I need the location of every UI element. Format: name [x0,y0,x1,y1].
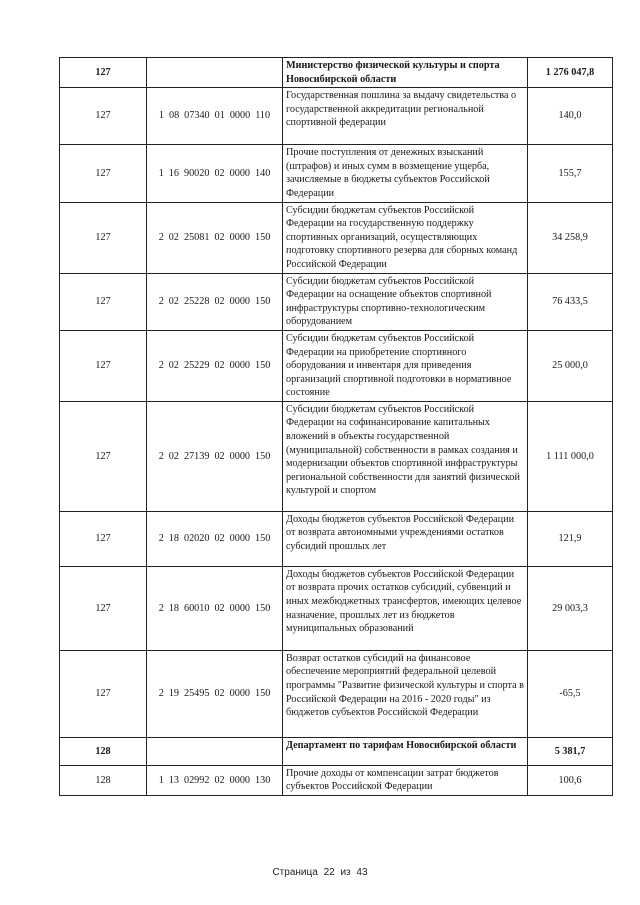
admin-code-cell: 127 [60,650,147,737]
budget-code-part: 02 [214,774,225,786]
budget-code-part: 0000 [229,295,251,307]
budget-code-cell [147,765,283,795]
table-row [60,330,613,401]
budget-code-part: 02 [168,450,179,462]
budget-code-part: 02 [168,231,179,243]
revenue-name-cell: Министерство физической культуры и спорта Новосибирской области [283,58,528,88]
budget-code-part: 1 [158,774,164,786]
amount-cell: 140,0 [528,88,613,145]
admin-code-cell: 127 [60,145,147,202]
budget-code-part: 0000 [229,533,251,545]
budget-code-cell [147,145,283,202]
budget-code-part: 27139 [183,450,210,462]
budget-code-part: 0000 [229,231,251,243]
budget-code-part: 25495 [183,688,210,700]
budget-code-cell [147,202,283,273]
budget-code-part: 02 [168,360,179,372]
budget-code-part: 150 [255,688,271,700]
budget-code-part: 0000 [229,602,251,614]
table-row [60,511,613,566]
amount-cell: 29 003,3 [528,566,613,650]
table-row [60,145,613,202]
admin-code-cell: 127 [60,273,147,330]
budget-code-part: 2 [158,360,164,372]
budget-code-part: 90020 [183,167,210,179]
amount-cell: 1 276 047,8 [528,58,613,88]
budget-code-part: 2 [158,688,164,700]
table-row [60,58,613,88]
revenue-name-cell: Субсидии бюджетам субъектов Российской Федерации на государственную поддержку спортивных организаций, осуществляющих подготовку спортивного резерва для сборных команд Российской Федерации [283,202,528,273]
revenue-name-cell: Субсидии бюджетам субъектов Российской Федерации на софинансирование капитальных вложений в объекты государственной (муниципальной) собственности в рамках создания и модернизации объектов спортивной инфраструктуры региональной собственности для занятий физической культурой и спортом [283,401,528,511]
admin-code-cell: 127 [60,202,147,273]
budget-code-part: 13 [168,774,179,786]
budget-code-part: 0000 [229,110,251,122]
budget-code-part: 2 [158,533,164,545]
table-row [60,401,613,511]
budget-code-part: 02 [214,295,225,307]
budget-code-part: 110 [255,110,271,122]
budget-code-part: 2 [158,295,164,307]
budget-code-part: 2 [158,602,164,614]
budget-code-part: 07340 [184,110,210,122]
budget-code-part: 02 [214,688,225,700]
admin-code-cell: 127 [60,401,147,511]
budget-code-part: 60010 [183,602,210,614]
admin-code-cell: 127 [60,88,147,145]
page-word: Страница [272,867,318,878]
admin-code-cell: 128 [60,737,147,765]
total-pages: 43 [356,867,368,878]
admin-code-cell: 128 [60,765,147,795]
amount-cell: 121,9 [528,511,613,566]
table-row [60,650,613,737]
budget-code-part: 16 [168,167,179,179]
budget-code-cell [147,88,283,145]
budget-code-cell [147,511,283,566]
budget-code-part: 130 [255,774,271,786]
amount-cell: 5 381,7 [528,737,613,765]
table-row [60,202,613,273]
admin-code-cell: 127 [60,58,147,88]
revenue-name-cell: Доходы бюджетов субъектов Российской Федерации от возврата прочих остатков субсидий, субвенций и иных межбюджетных трансфертов, имеющих целевое назначение, прошлых лет из бюджетов муниципальных образований [283,566,528,650]
revenue-name-cell: Возврат остатков субсидий на финансовое обеспечение мероприятий федеральной целевой программы "Развитие физической культуры и спорта в Российской Федерации на 2016 - 2020 годы" из бюджетов субъектов Российской Федерации [283,650,528,737]
amount-cell: 1 111 000,0 [528,401,613,511]
table-row [60,566,613,650]
revenue-name-cell: Доходы бюджетов субъектов Российской Федерации от возврата автономными учреждениями остатков субсидий прошлых лет [283,511,528,566]
budget-code-cell [147,401,283,511]
admin-code-cell: 127 [60,330,147,401]
budget-code-part: 02 [214,602,225,614]
budget-code-part: 02020 [183,533,210,545]
budget-code-part: 25081 [183,231,210,243]
budget-code-part: 19 [168,688,179,700]
amount-cell: 25 000,0 [528,330,613,401]
revenue-table [59,57,613,796]
budget-code-cell [147,650,283,737]
amount-cell: -65,5 [528,650,613,737]
budget-code-part: 150 [255,450,271,462]
table-row [60,88,613,145]
budget-code-cell [147,566,283,650]
page-footer [0,867,640,878]
admin-code-cell: 127 [60,511,147,566]
revenue-table-body [60,58,613,796]
budget-code-cell [147,737,283,765]
table-row [60,737,613,765]
budget-code-part: 18 [168,602,179,614]
table-row [60,765,613,795]
budget-code-part: 02 [214,533,225,545]
revenue-name-cell: Прочие доходы от компенсации затрат бюджетов субъектов Российской Федерации [283,765,528,795]
budget-code-part: 2 [158,450,164,462]
budget-code-part: 08 [168,110,180,122]
amount-cell: 100,6 [528,765,613,795]
budget-code-part: 02 [214,450,225,462]
budget-code-part: 150 [255,602,271,614]
budget-code-part: 25229 [183,360,210,372]
revenue-name-cell: Государственная пошлина за выдачу свидетельства о государственной аккредитации региональной спортивной федерации [283,88,528,145]
budget-code-part: 18 [168,533,179,545]
budget-code-part: 0000 [229,450,251,462]
revenue-name-cell: Субсидии бюджетам субъектов Российской Федерации на оснащение объектов спортивной инфраструктуры спортивно-технологическим оборудованием [283,273,528,330]
revenue-name-cell: Прочие поступления от денежных взысканий (штрафов) и иных сумм в возмещение ущерба, зачисляемые в бюджеты субъектов Российской Федерации [283,145,528,202]
budget-code-part: 150 [255,231,271,243]
budget-code-part: 150 [255,360,271,372]
budget-code-part: 0000 [229,167,251,179]
revenue-name-cell: Субсидии бюджетам субъектов Российской Федерации на приобретение спортивного оборудования и инвентаря для приведения организаций спортивной подготовки в нормативное состояние [283,330,528,401]
table-row [60,273,613,330]
budget-code-part: 140 [255,167,271,179]
budget-code-part: 0000 [229,360,251,372]
budget-code-part: 150 [255,295,271,307]
budget-code-part: 0000 [229,774,251,786]
budget-code-part: 02 [214,231,225,243]
admin-code-cell: 127 [60,566,147,650]
budget-code-part: 02 [168,295,179,307]
amount-cell: 34 258,9 [528,202,613,273]
budget-code-cell [147,273,283,330]
budget-code-part: 0000 [229,688,251,700]
budget-code-part: 02 [214,167,225,179]
budget-code-part: 1 [158,167,164,179]
budget-code-part: 1 [158,110,164,122]
budget-code-part: 150 [255,533,271,545]
budget-code-part: 25228 [183,295,210,307]
of-word: из [340,867,351,878]
budget-code-part: 2 [158,231,164,243]
budget-code-part: 01 [214,110,225,122]
revenue-name-cell: Департамент по тарифам Новосибирской области [283,737,528,765]
budget-code-part: 02 [214,360,225,372]
budget-code-cell [147,58,283,88]
budget-code-part: 02992 [183,774,210,786]
budget-code-cell [147,330,283,401]
amount-cell: 155,7 [528,145,613,202]
page-number: 22 [323,867,335,878]
amount-cell: 76 433,5 [528,273,613,330]
